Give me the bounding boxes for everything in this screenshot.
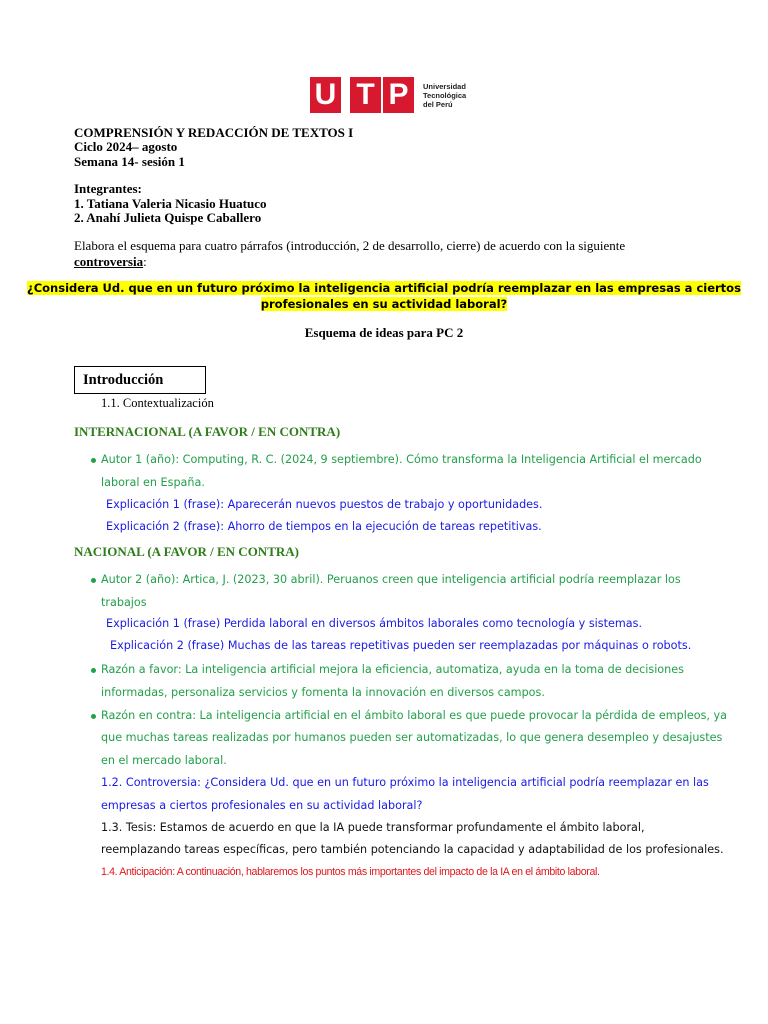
instruction-keyword-line — [74, 254, 147, 270]
reason-against-line: Razón en contra: La inteligencia artificial en el ámbito laboral es que puede provocar la pérdida de empleos, ya — [101, 709, 727, 722]
question-line-2 — [0, 296, 768, 312]
international-explanation-2: Explicación 2 (frase): Ahorro de tiempos en la ejecución de tareas repetitivas. — [106, 520, 542, 533]
intro-heading: Introducción — [83, 372, 164, 388]
logo-letter-u: U — [310, 77, 341, 113]
national-author-line: trabajos — [101, 596, 147, 609]
reason-for-line: Razón a favor: La inteligencia artificial mejora la eficiencia, automatiza, ayuda en la toma de decisiones — [101, 663, 684, 676]
national-explanation-1: Explicación 1 (frase) Perdida laboral en diversos ámbitos laborales como tecnología y sistemas. — [106, 617, 643, 630]
logo-letter-t: T — [350, 77, 381, 113]
scheme-title: Esquema de ideas para PC 2 — [304, 325, 464, 340]
contextualization-label: 1.1. Contextualización — [101, 396, 214, 410]
thesis-line: 1.3. Tesis: Estamos de acuerdo en que la IA puede transformar profundamente el ámbito laboral, — [101, 821, 645, 834]
bullet-icon — [91, 578, 96, 583]
logo-text — [423, 82, 466, 109]
course-title: COMPRENSIÓN Y REDACCIÓN DE TEXTOS I — [74, 125, 354, 140]
logo-text-line: del Perú — [423, 100, 453, 109]
controversy-line: 1.2. Controversia: ¿Considera Ud. que en un futuro próximo la inteligencia artificial podría reemplazar en las — [101, 776, 709, 789]
international-author-line: laboral en España. — [101, 476, 205, 489]
members-label: Integrantes: — [74, 181, 142, 196]
member-1: 1. Tatiana Valeria Nicasio Huatuco — [74, 196, 267, 211]
international-heading: INTERNACIONAL (A FAVOR / EN CONTRA) — [74, 424, 341, 439]
bullet-icon — [91, 668, 96, 673]
utp-logo — [310, 77, 472, 113]
logo-letter-p: P — [383, 77, 414, 113]
logo-text-line: Universidad — [423, 82, 466, 91]
intro-heading-box — [74, 366, 206, 394]
reason-against-line: que muchas tareas realizadas por humanos pueden ser automatizadas, lo que genera desempleo y desajustes — [101, 731, 723, 744]
bullet-icon — [91, 458, 96, 463]
question-text: profesionales en su actividad laboral? — [260, 297, 508, 311]
reason-against-line: en el mercado laboral. — [101, 754, 227, 767]
logo-text-line: Tecnológica — [423, 91, 467, 100]
question-line-1 — [0, 280, 768, 296]
international-explanation-1: Explicación 1 (frase): Aparecerán nuevos puestos de trabajo y oportunidades. — [106, 498, 543, 511]
question-text: ¿Considera Ud. que en un futuro próximo la inteligencia artificial podría reemplazar en las empresas a ciertos — [27, 281, 741, 295]
international-author-line: Autor 1 (año): Computing, R. C. (2024, 9 septiembre). Cómo transforma la Inteligencia Artificial el mercado — [101, 453, 702, 466]
national-explanation-2: Explicación 2 (frase) Muchas de las tareas repetitivas pueden ser reemplazadas por máquinas o robots. — [110, 639, 692, 652]
national-heading: NACIONAL (A FAVOR / EN CONTRA) — [74, 544, 299, 559]
controversy-line: empresas a ciertos profesionales en su actividad laboral? — [101, 799, 423, 812]
course-cycle: Ciclo 2024– agosto — [74, 139, 178, 154]
thesis-line: reemplazando tareas específicas, pero también potenciando la capacidad y adaptabilidad de los profesionales. — [101, 843, 724, 856]
national-author-line: Autor 2 (año): Artica, J. (2023, 30 abril). Peruanos creen que inteligencia artificial podría reemplazar los — [101, 573, 681, 586]
reason-for-line: informadas, personaliza servicios y fomenta la innovación en diversos campos. — [101, 686, 545, 699]
anticipation-line: 1.4. Anticipación: A continuación, hablaremos los puntos más importantes del impacto de la IA en el ámbito laboral. — [101, 866, 600, 878]
instruction-text: Elabora el esquema para cuatro párrafos (introducción, 2 de desarrollo, cierre) de acuerdo con la siguiente — [74, 238, 626, 253]
course-week: Semana 14- sesión 1 — [74, 154, 185, 169]
instruction-suffix: : — [143, 254, 147, 269]
member-2: 2. Anahí Julieta Quispe Caballero — [74, 210, 262, 225]
bullet-icon — [91, 714, 96, 719]
controversy-keyword: controversia — [74, 254, 144, 269]
